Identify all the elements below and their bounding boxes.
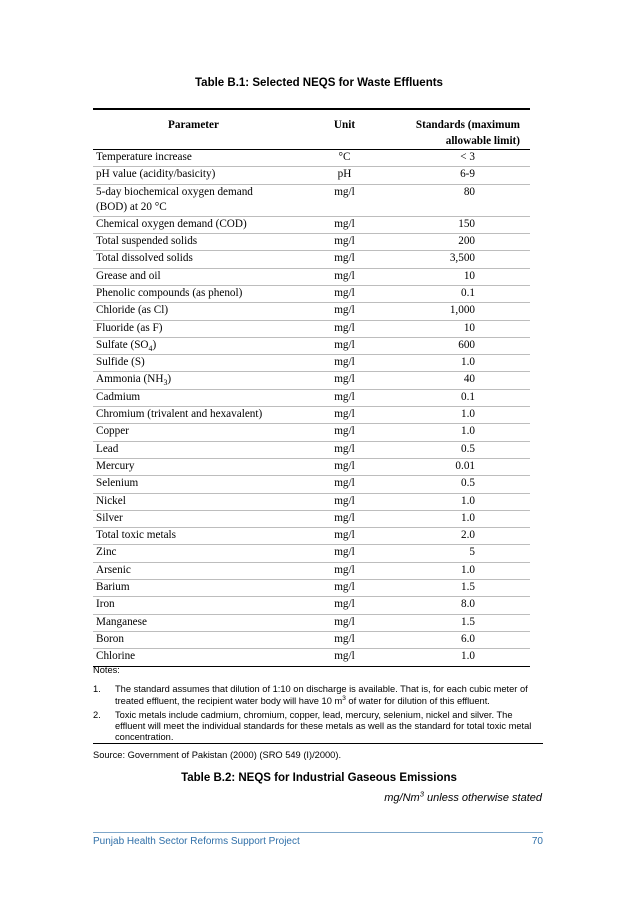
table-row xyxy=(93,303,530,320)
parameter-cell xyxy=(93,649,294,666)
table-header-row xyxy=(93,109,530,150)
table-row xyxy=(93,234,530,251)
parameter-name: Grease and oil xyxy=(96,269,161,282)
parameter-cell xyxy=(93,389,294,406)
parameter-name: Selenium xyxy=(96,477,139,490)
standard-cell: 8.0 xyxy=(395,597,530,614)
table-row xyxy=(93,441,530,458)
header-standards-line1: Standards (maximum xyxy=(415,119,520,131)
table-row xyxy=(93,528,530,545)
standard-cell: 600 xyxy=(395,337,530,354)
unit-cell: mg/l xyxy=(294,649,395,666)
parameter-cell xyxy=(93,268,294,285)
parameter-cell xyxy=(93,285,294,302)
table-row xyxy=(93,320,530,337)
table-row xyxy=(93,216,530,233)
notes-section xyxy=(93,665,543,747)
standard-cell: 10 xyxy=(395,268,530,285)
parameter-cell xyxy=(93,545,294,562)
unit-cell: mg/l xyxy=(294,562,395,579)
header-parameter: Parameter xyxy=(168,119,219,131)
standard-cell: 6.0 xyxy=(395,631,530,648)
table-row xyxy=(93,649,530,666)
parameter-cell xyxy=(93,320,294,337)
unit-cell: mg/l xyxy=(294,424,395,441)
standard-cell: 150 xyxy=(395,216,530,233)
standard-cell: 0.01 xyxy=(395,458,530,475)
table-row xyxy=(93,580,530,597)
parameter-name: Nickel xyxy=(96,494,126,507)
parameter-name: Boron xyxy=(96,632,124,645)
unit-note-superscript: 3 xyxy=(419,789,424,799)
unit-cell: mg/l xyxy=(294,303,395,320)
standard-cell: 2.0 xyxy=(395,528,530,545)
source-line: Source: Government of Pakistan (2000) (SRO 549 (I)/2000). xyxy=(93,750,342,760)
table-row xyxy=(93,268,530,285)
parameter-cell xyxy=(93,251,294,268)
parameter-cell xyxy=(93,407,294,424)
unit-cell: mg/l xyxy=(294,597,395,614)
parameter-subscript: 3 xyxy=(163,378,168,388)
parameter-name: Phenolic compounds (as phenol) xyxy=(96,286,243,299)
parameter-cell xyxy=(93,234,294,251)
table-row xyxy=(93,545,530,562)
standard-cell: 1.0 xyxy=(395,649,530,666)
parameter-cell xyxy=(93,303,294,320)
standard-cell: 1,000 xyxy=(395,303,530,320)
table-row xyxy=(93,614,530,631)
note-number: 1. xyxy=(93,684,101,695)
unit-cell: mg/l xyxy=(294,251,395,268)
header-unit: Unit xyxy=(333,119,356,131)
parameter-name: Chromium (trivalent and hexavalent) xyxy=(96,408,263,421)
parameter-name: Barium xyxy=(96,581,130,594)
standard-cell: 1.0 xyxy=(395,424,530,441)
unit-cell: mg/l xyxy=(294,614,395,631)
parameter-name: Total dissolved solids xyxy=(96,252,193,265)
standard-cell: 1.0 xyxy=(395,562,530,579)
table-row xyxy=(93,458,530,475)
parameter-name: Sulfide (S) xyxy=(96,356,145,369)
parameter-cell xyxy=(93,597,294,614)
table-row xyxy=(93,389,530,406)
parameter-cell xyxy=(93,337,294,354)
table-row xyxy=(93,337,530,354)
source-divider xyxy=(93,743,543,744)
notes-title: Notes: xyxy=(93,665,120,675)
note-item xyxy=(93,710,543,744)
unit-note-prefix: mg/Nm xyxy=(384,792,420,804)
parameter-cell xyxy=(93,167,294,184)
parameter-suffix: ) xyxy=(152,338,157,351)
parameter-cell xyxy=(93,216,294,233)
parameter-name: 5-day biochemical oxygen demand xyxy=(96,185,253,198)
table-row xyxy=(93,424,530,441)
table-row xyxy=(93,150,530,167)
table-row xyxy=(93,562,530,579)
table-row xyxy=(93,476,530,493)
note-text: Toxic metals include cadmium, chromium, copper, lead, mercury, selenium, nickel and silver. The effluent will meet the individual standards for these metals as well as the standard for total toxic metal concentration. xyxy=(115,709,532,743)
parameter-cell xyxy=(93,184,294,216)
parameter-name: Chemical oxygen demand (COD) xyxy=(96,217,247,230)
parameter-cell xyxy=(93,562,294,579)
footer-page-number: 70 xyxy=(531,836,543,847)
note-text-part: of water for dilution of this effluent. xyxy=(345,695,490,706)
header-standards-line2: allowable limit) xyxy=(445,135,520,147)
table-row xyxy=(93,631,530,648)
unit-cell: mg/l xyxy=(294,285,395,302)
note-superscript: 3 xyxy=(342,694,346,702)
parameter-subscript: 4 xyxy=(148,344,153,354)
parameter-cell xyxy=(93,372,294,389)
standard-cell: 80 xyxy=(395,184,530,216)
table-row xyxy=(93,355,530,372)
unit-cell: mg/l xyxy=(294,407,395,424)
unit-cell: mg/l xyxy=(294,631,395,648)
standard-cell: 200 xyxy=(395,234,530,251)
unit-cell: °C xyxy=(294,150,395,167)
standard-cell: 6-9 xyxy=(395,167,530,184)
parameter-cell xyxy=(93,458,294,475)
parameter-name: Temperature increase xyxy=(96,151,192,163)
standard-cell: 1.0 xyxy=(395,510,530,527)
table-row xyxy=(93,285,530,302)
unit-cell: mg/l xyxy=(294,389,395,406)
note-number: 2. xyxy=(93,709,101,720)
parameter-name: Ammonia (NH xyxy=(96,373,164,386)
unit-cell: mg/l xyxy=(294,268,395,285)
unit-cell: mg/l xyxy=(294,372,395,389)
parameter-suffix: ) xyxy=(167,373,172,386)
parameter-name: Total toxic metals xyxy=(96,529,176,542)
unit-cell: mg/l xyxy=(294,510,395,527)
unit-note-suffix: unless otherwise stated xyxy=(423,792,542,804)
note-item xyxy=(93,684,543,707)
parameter-cell xyxy=(93,476,294,493)
standard-cell: 1.0 xyxy=(395,407,530,424)
table-row xyxy=(93,597,530,614)
parameter-cell xyxy=(93,424,294,441)
unit-cell: mg/l xyxy=(294,234,395,251)
unit-cell: mg/l xyxy=(294,216,395,233)
parameter-cell xyxy=(93,355,294,372)
unit-cell: mg/l xyxy=(294,337,395,354)
parameter-name: Chloride (as Cl) xyxy=(96,304,169,317)
footer-divider xyxy=(93,832,543,833)
standard-cell: 0.5 xyxy=(395,476,530,493)
standard-cell: 5 xyxy=(395,545,530,562)
parameter-name: Lead xyxy=(96,442,119,455)
unit-cell: mg/l xyxy=(294,528,395,545)
table-row xyxy=(93,251,530,268)
parameter-name: Iron xyxy=(96,598,115,611)
parameter-cell xyxy=(93,580,294,597)
neqs-effluents-table xyxy=(93,108,530,667)
table-b1-caption: Table B.1: Selected NEQS for Waste Effluents xyxy=(195,77,443,89)
table-row xyxy=(93,184,530,216)
parameter-cell xyxy=(93,528,294,545)
table-b2-unit-note xyxy=(384,789,542,804)
unit-cell: mg/l xyxy=(294,320,395,337)
parameter-cell xyxy=(93,631,294,648)
standard-cell: 10 xyxy=(395,320,530,337)
parameter-name: Sulfate (SO xyxy=(96,338,149,351)
table-row xyxy=(93,493,530,510)
unit-cell: mg/l xyxy=(294,458,395,475)
parameter-name: Manganese xyxy=(96,615,147,628)
standard-cell: 1.0 xyxy=(395,355,530,372)
parameter-cell xyxy=(93,441,294,458)
standard-cell: 0.1 xyxy=(395,285,530,302)
standard-cell: 3,500 xyxy=(395,251,530,268)
parameter-name: Fluoride (as F) xyxy=(96,321,163,334)
standard-cell: 1.5 xyxy=(395,580,530,597)
standard-cell: 1.0 xyxy=(395,493,530,510)
unit-cell: mg/l xyxy=(294,184,395,216)
unit-cell: mg/l xyxy=(294,355,395,372)
note-text-part: The standard assumes that dilution of 1:10 on discharge is available. That is, for each cubic meter of treated effluent, the recipient water body will have 10 m xyxy=(115,684,528,706)
standard-cell: 0.5 xyxy=(395,441,530,458)
parameter-name-line2: (BOD) at 20 °C xyxy=(96,201,167,214)
table-row xyxy=(93,167,530,184)
unit-cell: mg/l xyxy=(294,580,395,597)
standard-cell: 40 xyxy=(395,372,530,389)
unit-cell: mg/l xyxy=(294,476,395,493)
header-standards xyxy=(395,109,530,150)
parameter-name: pH value (acidity/basicity) xyxy=(96,168,216,181)
table-row xyxy=(93,407,530,424)
unit-cell: mg/l xyxy=(294,545,395,562)
parameter-name: Zinc xyxy=(96,546,117,559)
parameter-name: Mercury xyxy=(96,459,135,472)
parameter-cell xyxy=(93,614,294,631)
parameter-name: Cadmium xyxy=(96,390,141,403)
parameter-name: Silver xyxy=(96,511,123,524)
unit-cell: mg/l xyxy=(294,493,395,510)
parameter-cell xyxy=(93,493,294,510)
unit-cell: mg/l xyxy=(294,441,395,458)
parameter-name: Copper xyxy=(96,425,129,438)
unit-cell: pH xyxy=(294,167,395,184)
note-text xyxy=(115,684,543,707)
footer-project-name: Punjab Health Sector Reforms Support Project xyxy=(93,836,300,847)
parameter-name: Total suspended solids xyxy=(96,235,198,248)
standard-cell: 1.5 xyxy=(395,614,530,631)
parameter-cell xyxy=(93,150,294,167)
parameter-name: Chlorine xyxy=(96,650,136,663)
parameter-cell xyxy=(93,510,294,527)
parameter-name: Arsenic xyxy=(96,563,131,576)
standard-cell: 0.1 xyxy=(395,389,530,406)
standard-cell: < 3 xyxy=(395,150,530,167)
table-row xyxy=(93,510,530,527)
table-b2-caption: Table B.2: NEQS for Industrial Gaseous Emissions xyxy=(181,772,457,784)
table-row xyxy=(93,372,530,389)
